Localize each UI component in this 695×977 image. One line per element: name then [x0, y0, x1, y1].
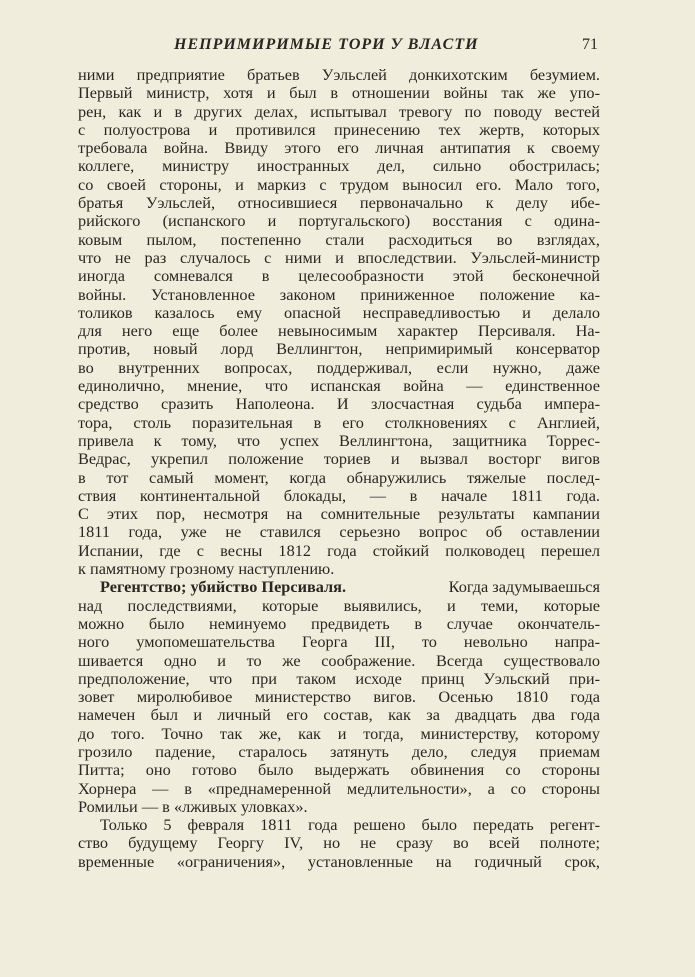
- paragraph-line: предположение, что при таком исходе принц Уэльский при-: [78, 669, 600, 688]
- paragraph-line: временные «ограничения», установленные на годичный срок,: [78, 852, 600, 871]
- body-text: [78, 66, 600, 871]
- paragraph-line: ство будущему Георгу IV, но не сразу во всей полноте;: [78, 834, 600, 853]
- paragraph-line: братья Уэльслей, относившиеся первоначально к делу ибе-: [78, 194, 600, 213]
- paragraph-line: намечен был и личный его состав, как за двадцать два года: [78, 706, 600, 725]
- paragraph-line: войны. Установленное законом приниженное положение ка-: [78, 285, 600, 304]
- paragraph-1: [78, 66, 600, 578]
- paragraph-line: толиков казалось ему опасной несправедливостью и делало: [78, 303, 600, 322]
- paragraph-line: шивается одно и то же соображение. Всегда существовало: [78, 651, 600, 670]
- paragraph-line: с полуострова и противился принесению тех жертв, которых: [78, 120, 600, 139]
- paragraph-line: во внутренних вопросах, поддерживал, если нужно, даже: [78, 358, 600, 377]
- paragraph-line: рен, как и в других делах, испытывал тревогу по поводу вестей: [78, 102, 600, 121]
- paragraph-line: над последствиями, которые выявились, и теми, которые: [78, 596, 600, 615]
- paragraph-line: Хорнера — в «преднамеренной медлительности», а со стороны: [78, 779, 600, 798]
- paragraph-line: ного умопомешательства Георга III, то невольно напра-: [78, 633, 600, 652]
- paragraph-line: [78, 578, 600, 596]
- page-number: 71: [582, 36, 598, 53]
- paragraph-line: зовет миролюбивое министерство вигов. Осенью 1810 года: [78, 688, 600, 707]
- paragraph-line: ними предприятие братьев Уэльслей донкихотским безумием.: [78, 66, 600, 84]
- paragraph-line: к памятному грозному наступлению.: [78, 560, 335, 579]
- paragraph-line: коллеге, министру иностранных дел, сильно обострилась;: [78, 157, 600, 176]
- paragraph-line: ковым пылом, постепенно стали расходиться во взглядах,: [78, 230, 600, 249]
- paragraph-line: Испании, где с весны 1812 года стойкий полководец перешел: [78, 541, 600, 560]
- paragraph-line: средство сразить Наполеона. И злосчастная судьба импера-: [78, 395, 600, 414]
- paragraph-line: в тот самый момент, когда обнаружились тяжелые послед-: [78, 468, 600, 487]
- paragraph-line: тора, столь поразительная в его столкновениях с Англией,: [78, 413, 600, 432]
- paragraph-line: что не раз случалось с ними и впоследствии. Уэльслей-министр: [78, 248, 600, 267]
- paragraph-3: [78, 816, 600, 871]
- paragraph-line: против, новый лорд Веллингтон, непримиримый консерватор: [78, 340, 600, 359]
- paragraph-2: [78, 578, 600, 816]
- paragraph-line: рийского (испанского и португальского) восстания с одина-: [78, 212, 600, 231]
- paragraph-line: грозило падение, старалось затянуть дело, следуя приемам: [78, 742, 600, 761]
- paragraph-line: единолично, мнение, что испанская война — единственное: [78, 377, 600, 396]
- paragraph-line: требовала война. Ввиду этого его личная антипатия к своему: [78, 139, 600, 158]
- paragraph-line: можно было неминуемо предвидеть в случае окончатель-: [78, 614, 600, 633]
- paragraph-line: ствия континентальной блокады, — в начале 1811 года.: [78, 486, 600, 505]
- paragraph-line: С этих пор, несмотря на сомнительные результаты кампании: [78, 505, 600, 524]
- paragraph-line: Только 5 февраля 1811 года решено было передать регент-: [100, 816, 600, 835]
- running-title: НЕПРИМИРИМЫЕ ТОРИ У ВЛАСТИ: [174, 36, 479, 53]
- paragraph-line: Ромильи — в «лживых уловках».: [78, 797, 308, 816]
- paragraph-line: Ведрас, укрепил положение ториев и вызвал восторг вигов: [78, 450, 600, 469]
- paragraph-line: привела к тому, что успех Веллингтона, защитника Торрес-: [78, 431, 600, 450]
- section-run-in-heading: Регентство; убийство Персиваля.: [100, 578, 347, 597]
- running-header: [78, 36, 598, 58]
- first-line-text: Когда задумываешься: [448, 578, 600, 597]
- paragraph-line: Питта; оно готово было выдержать обвинения со стороны: [78, 761, 600, 780]
- paragraph-line: иногда сомневался в целесообразности этой бесконечной: [78, 267, 600, 286]
- paragraph-line: для него еще более невыносимым характер Персиваля. На-: [78, 322, 600, 341]
- paragraph-line: Первый министр, хотя и был в отношении войны так же упо-: [78, 84, 600, 103]
- paragraph-line: 1811 года, уже не ставился серьезно вопрос об оставлении: [78, 523, 600, 542]
- paragraph-line: до того. Точно так же, как и тогда, министерству, которому: [78, 724, 600, 743]
- paragraph-line: со своей стороны, и маркиз с трудом выносил его. Мало того,: [78, 175, 600, 194]
